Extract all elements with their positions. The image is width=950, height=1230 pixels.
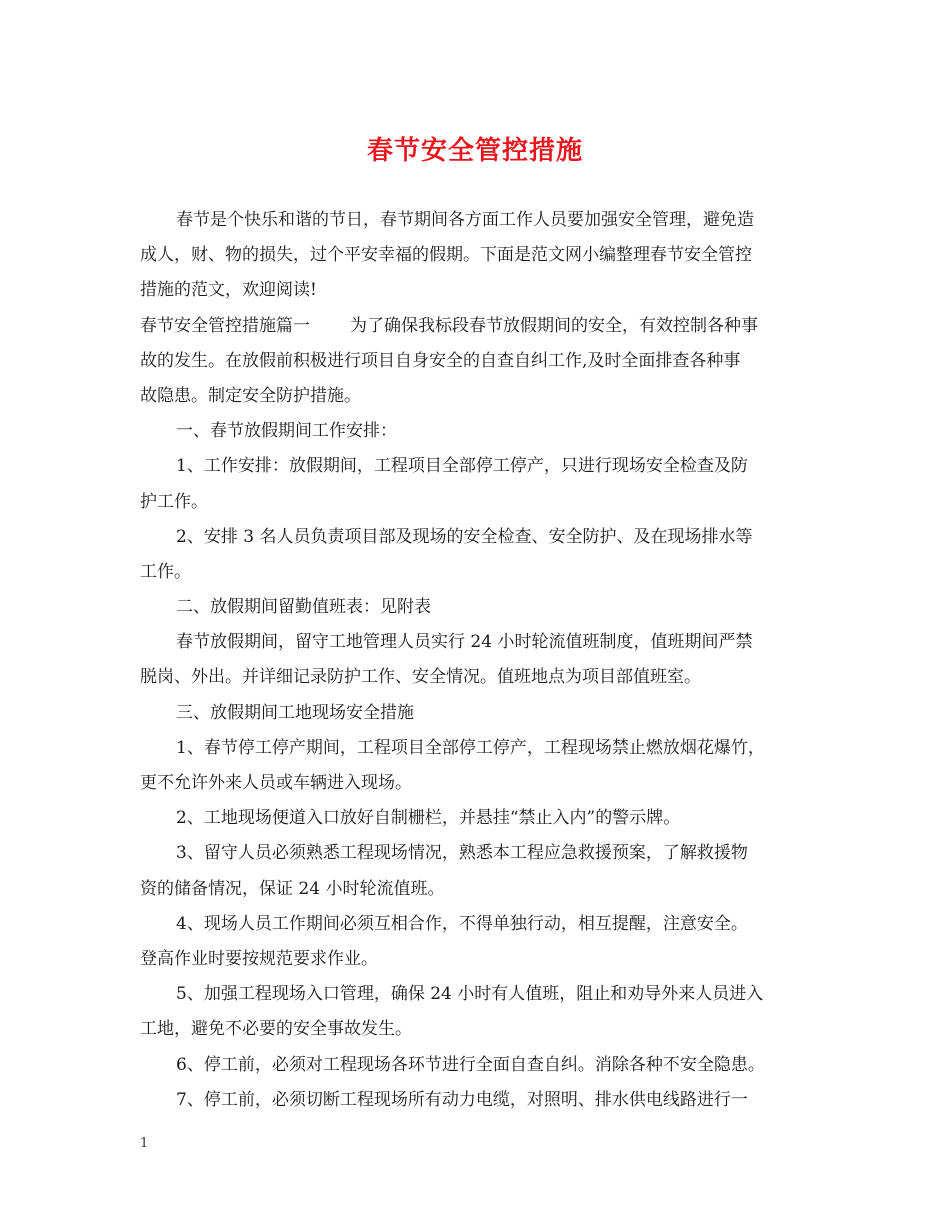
paragraph-line: 故的发生。在放假前积极进行项目自身安全的自查自纠工作,及时全面排查各种事 — [140, 350, 741, 371]
list-item-continuation: 工作。 — [140, 561, 191, 582]
list-item: 4、现场人员工作期间必须互相合作，不得单独行动，相互提醒，注意安全。 — [176, 913, 748, 934]
paragraph-line: 春节放假期间，留守工地管理人员实行 24 小时轮流值班制度，值班期间严禁 — [176, 632, 753, 653]
list-item: 1、工作安排：放假期间，工程项目全部停工停产，只进行现场安全检查及防 — [176, 456, 748, 477]
list-item-continuation: 登高作业时要按规范要求作业。 — [140, 948, 378, 969]
section-heading: 三、放假期间工地现场安全措施 — [176, 702, 414, 723]
paragraph-line: 脱岗、外出。并详细记录防护工作、安全情况。值班地点为项目部值班室。 — [140, 667, 701, 688]
list-item-continuation: 更不允许外来人员或车辆进入现场。 — [140, 773, 412, 793]
list-item: 3、留守人员必须熟悉工程现场情况，熟悉本工程应急救援预案，了解救援物 — [176, 843, 748, 864]
list-item: 5、加强工程现场入口管理，确保 24 小时有人值班，阻止和劝导外来人员进入 — [176, 984, 764, 1005]
paragraph-line: 措施的范文，欢迎阅读! — [140, 280, 317, 301]
page-number: 1 — [140, 1136, 149, 1151]
section-heading: 一、春节放假期间工作安排： — [176, 421, 397, 442]
paragraph-line: 故隐患。制定安全防护措施。 — [140, 385, 361, 406]
list-item-continuation: 工地，避免不必要的安全事故发生。 — [140, 1019, 412, 1040]
paragraph-text: 为了确保我标段春节放假期间的安全，有效控制各种事 — [350, 315, 758, 336]
paragraph-line — [140, 309, 810, 344]
list-item-continuation: 资的储备情况，保证 24 小时轮流值班。 — [140, 878, 445, 899]
section-heading: 春节安全管控措施篇一 — [140, 315, 310, 336]
document-body — [140, 203, 810, 1118]
paragraph-line: 成人，财、物的损失，过个平安幸福的假期。下面是范文网小编整理春节安全管控 — [140, 245, 752, 266]
document-title: 春节安全管控措施 — [366, 136, 583, 166]
list-item: 2、工地现场便道入口放好自制栅栏，并悬挂“禁止入内”的警示牌。 — [176, 808, 681, 829]
list-item-continuation: 护工作。 — [140, 491, 208, 512]
list-item: 6、停工前，必须对工程现场各环节进行全面自查自纠。消除各种不安全隐患。 — [176, 1054, 765, 1075]
paragraph-line: 春节是个快乐和谐的节日，春节期间各方面工作人员要加强安全管理，避免造 — [176, 210, 754, 230]
list-item: 1、春节停工停产期间，工程项目全部停工停产，工程现场禁止燃放烟花爆竹， — [176, 737, 765, 758]
list-item: 7、停工前，必须切断工程现场所有动力电缆，对照明、排水供电线路进行一 — [176, 1089, 748, 1110]
list-item: 2、安排 3 名人员负责项目部及现场的安全检查、安全防护、及在现场排水等 — [176, 526, 753, 547]
section-heading: 二、放假期间留勤值班表：见附表 — [176, 597, 431, 618]
